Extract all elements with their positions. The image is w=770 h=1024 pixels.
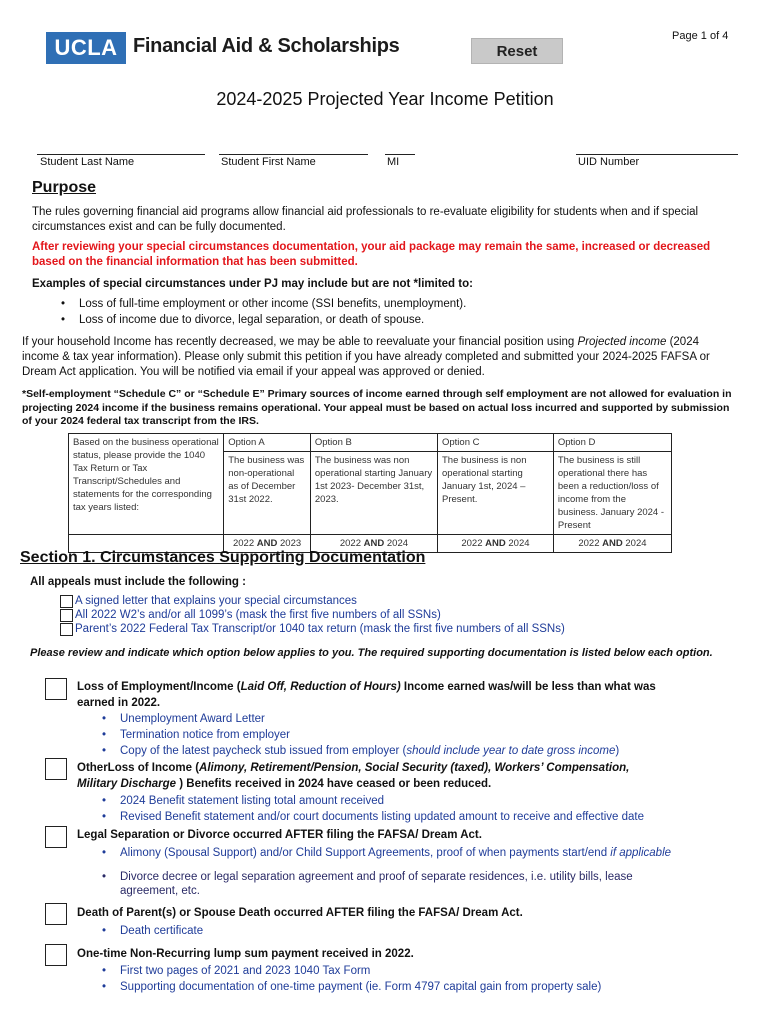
first-name-label: Student First Name xyxy=(221,156,316,168)
and-label: AND xyxy=(363,538,385,549)
examples-list xyxy=(55,296,466,328)
required-doc-label: All 2022 W2’s and/or all 1099’s (mask the first five numbers of all SSNs) xyxy=(75,609,441,621)
option-divorce-title: Legal Separation or Divorce occurred AFTER filing the FAFSA/ Dream Act. xyxy=(77,829,482,841)
year-label: 2024 xyxy=(625,538,647,549)
business-options-table xyxy=(68,433,672,553)
option-b-header: Option B xyxy=(310,434,437,452)
list-item: • Loss of income due to divorce, legal separation, or death of spouse. xyxy=(55,312,466,328)
opt2-italic: Alimony, Retirement/Pension, Social Security (taxed), Workers’ Compensation, Military Discharge xyxy=(77,762,630,790)
year-label: 2024 xyxy=(386,538,409,549)
last-name-label: Student Last Name xyxy=(40,156,135,168)
purpose-warning: After reviewing your special circumstances documentation, your aid package may remain the same, increased or decreased based on the financial information that has been submitted. xyxy=(32,241,711,268)
page-current: 1 xyxy=(700,30,707,42)
year-label: 2022 xyxy=(339,538,361,549)
option-c-header: Option C xyxy=(438,434,554,452)
opt2-pre: OtherLoss of Income ( xyxy=(77,762,200,774)
page-of: of xyxy=(709,30,720,42)
list-item: • Death certificate xyxy=(96,923,203,939)
mi-input[interactable] xyxy=(385,154,415,155)
doc-pre: Alimony (Spousal Support) and/or Child Support Agreements, proof of when payments start/end xyxy=(120,847,611,859)
year-label: 2023 xyxy=(280,538,302,549)
option-death-title: Death of Parent(s) or Spouse Death occurred AFTER filing the FAFSA/ Dream Act. xyxy=(77,907,523,919)
required-checkbox[interactable] xyxy=(60,609,73,622)
option-a-header: Option A xyxy=(224,434,311,452)
list-item: • Revised Benefit statement and/or court documents listing updated amount to receive and effective date xyxy=(96,809,644,825)
page-indicator xyxy=(672,30,728,42)
decrease-pre: If your household Income has recently decreased, we may be able to reevaluate your financial position using xyxy=(22,336,578,348)
list-item xyxy=(60,608,565,622)
list-item: • Supporting documentation of one-time payment (ie. Form 4797 capital gain from property sale) xyxy=(96,979,601,995)
option-death-checkbox[interactable] xyxy=(45,903,67,925)
option-other-income-title xyxy=(77,760,667,792)
option-d-text: The business is still operational there has been a reduction/loss of income from the business. January 2024 - Present xyxy=(553,452,671,535)
option-other-income-checkbox[interactable] xyxy=(45,758,67,780)
list-item: • Unemployment Award Letter xyxy=(96,711,619,727)
opt2-post: ) Benefits received in 2024 have ceased or been reduced. xyxy=(176,778,492,790)
year-label: 2022 xyxy=(578,538,600,549)
table-intro-cell: Based on the business operational status, please provide the 1040 Tax Return or Tax Transcript/Schedules and statements for the corresponding tax years listed: xyxy=(69,434,224,535)
list-item: • Loss of full-time employment or other income (SSI benefits, unemployment). xyxy=(55,296,466,312)
income-decrease-paragraph xyxy=(22,335,738,380)
last-name-input[interactable] xyxy=(37,154,205,155)
option-lump-sum-checkbox[interactable] xyxy=(45,944,67,966)
list-item xyxy=(60,622,565,636)
required-doc-label: Parent’s 2022 Federal Tax Transcript/or 1040 tax return (mask the first five numbers of all SSNs) xyxy=(75,623,565,635)
option-b-text: The business was non operational starting January 1st 2023- December 31st, 2023. xyxy=(310,452,437,535)
form-title: 2024-2025 Projected Year Income Petition xyxy=(216,89,554,109)
list-item: • Divorce decree or legal separation agreement and proof of separate residences, i.e. utility bills, lease agreement, etc. xyxy=(96,870,636,898)
option-divorce-docs xyxy=(96,845,706,861)
doc-pre: Copy of the latest paycheck stub issued from employer ( xyxy=(120,745,407,757)
option-a-text: The business was non-operational as of December 31st 2022. xyxy=(224,452,311,535)
section1-instructions: Please review and indicate which option below applies to you. The required supporting documentation is listed below each option. xyxy=(30,647,713,659)
required-doc-label: A signed letter that explains your special circumstances xyxy=(75,595,357,607)
mi-label: MI xyxy=(387,156,400,168)
required-checkbox[interactable] xyxy=(60,595,73,608)
doc-italic: if applicable xyxy=(610,847,672,859)
self-employment-note: *Self-employment “Schedule C” or “Schedule E” Primary sources of income earned through self employment are not allowed for evaluation in projecting 2024 income if the business remains operational. Your appeal must be based on actual loss incurred and supported by submission of your 2024 federal tax transcript from the IRS. xyxy=(22,388,732,427)
option-c-text: The business is non operational starting January 1st, 2024 – Present. xyxy=(438,452,554,535)
decrease-italic: Projected income xyxy=(577,336,667,348)
required-checkbox[interactable] xyxy=(60,623,73,636)
purpose-heading: Purpose xyxy=(32,179,97,196)
list-item xyxy=(96,845,706,861)
list-item xyxy=(60,594,565,608)
and-label: AND xyxy=(256,538,278,549)
page-total: 4 xyxy=(722,30,729,42)
option-other-income-docs xyxy=(96,793,644,825)
option-employment-title xyxy=(77,679,677,711)
list-item: • 2024 Benefit statement listing total amount received xyxy=(96,793,644,809)
year-label: 2022 xyxy=(461,538,483,549)
option-employment-docs xyxy=(96,711,619,759)
option-d-years xyxy=(553,535,671,553)
opt1-pre: Loss of Employment/Income ( xyxy=(77,681,241,693)
year-label: 2024 xyxy=(508,538,530,549)
all-appeals-label: All appeals must include the following : xyxy=(30,576,246,588)
option-lump-sum-title: One-time Non-Recurring lump sum payment received in 2022. xyxy=(77,948,414,960)
ucla-logo: UCLA xyxy=(46,32,126,64)
section1-heading: Section 1. Circumstances Supporting Documentation xyxy=(20,549,426,566)
option-divorce-docs-2 xyxy=(96,870,636,898)
required-docs-list xyxy=(60,594,565,636)
option-divorce-checkbox[interactable] xyxy=(45,826,67,848)
doc-italic: should include year to date gross income xyxy=(406,745,616,757)
year-label: 2022 xyxy=(232,538,255,549)
option-c-years xyxy=(438,535,554,553)
uid-input[interactable] xyxy=(576,154,738,155)
first-name-input[interactable] xyxy=(219,154,368,155)
examples-heading: Examples of special circumstances under PJ may include but are not *limited to: xyxy=(32,278,473,290)
department-name: Financial Aid & Scholarships xyxy=(133,35,400,57)
reset-button[interactable]: Reset xyxy=(471,38,563,64)
decrease-post: (2024 income & tax year information). Please only submit this petition if you have already completed and submitted your 2024-2025 FAFSA or Dream Act application. You will be notified via email if your appeal was approved or denied. xyxy=(22,336,710,378)
option-death-docs xyxy=(96,923,203,939)
uid-label: UID Number xyxy=(578,156,640,168)
list-item: • First two pages of 2021 and 2023 1040 Tax Form xyxy=(96,963,601,979)
list-item: • Termination notice from employer xyxy=(96,727,619,743)
option-d-header: Option D xyxy=(553,434,671,452)
option-lump-sum-docs xyxy=(96,963,601,995)
and-label: AND xyxy=(485,538,506,549)
list-item xyxy=(96,743,619,759)
purpose-intro: The rules governing financial aid programs allow financial aid professionals to re-evaluate eligibility for students when and if special circumstances exist and can be fully documented. xyxy=(32,206,699,233)
option-employment-checkbox[interactable] xyxy=(45,678,67,700)
opt1-italic: Laid Off, Reduction of Hours) xyxy=(240,681,401,693)
opt1-post: Income earned was/will be less than what was earned in 2022. xyxy=(77,681,656,709)
page-prefix: Page xyxy=(672,30,698,42)
doc-post: ) xyxy=(615,745,620,757)
and-label: AND xyxy=(602,538,623,549)
